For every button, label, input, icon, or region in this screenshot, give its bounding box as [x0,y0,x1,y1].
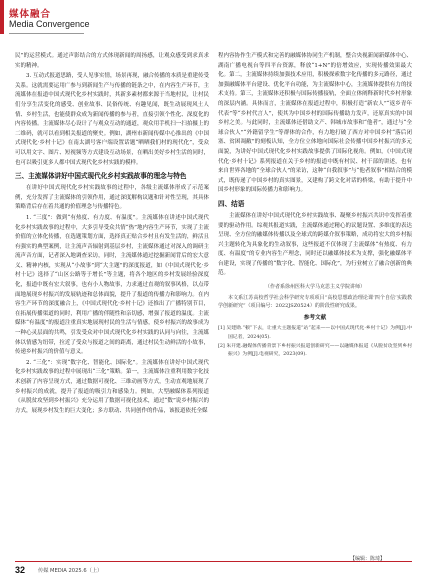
journal-info: 传媒 MEDIA 2025.6（上） [38,568,103,574]
author-note: （作者系徐州医科大学马克思主义学院讲师） [264,284,365,291]
column-title-en: Media Convergence [9,19,90,29]
section-heading: 三、主流媒体讲好中国式现代化乡村实践故事的理念与特色 [15,172,187,181]
paragraph: 2. “三化”：实现“数字化、智能化、国际化”。主流媒体在讲好中国式现代化乡村实践故事的过程中展现出“三化”策略。第一，主流媒体注重利用数字化技术创新了内容呈现方式，通过数据可视化、三维动画等方式，生动直观地展现了乡村振兴的成就，提升了报道的吸引力和感染力。例如，大型融媒体系列报道《从脱贫攻坚到乡村振兴》充分运用了数据可视化技术，通过“数”说乡村振兴的方式，展现乡村发生的巨大变化；多方联动、共同创作的作品，该报道依托全媒 [15,359,209,414]
header-accent-bar [0,0,4,34]
header-divider [9,33,84,34]
column-title-cn: 媒体融合 [9,9,52,20]
references-title: 参考文献 [303,314,327,321]
page-header [0,0,427,40]
page-footer [0,561,427,579]
left-column [15,52,209,417]
paragraph: 程内容协作生产模式和完善的融媒体协同生产机制，整合央视新闻新媒体中心、湖南广播电视台等四平台资源，释放“1+N”的倍增效应，实现传播效果最大化。第二，主流媒体持续加强技术应用，积极探索数字化传播的多元路径，通过加强融媒体平台建设、优化平台功能，为主流媒体中心，主流媒体提供有力的技术支持。第三，主流媒体还积极与国际传播接轨，全面立体阐释新时代乡村形象的深层内涵。具体而言，主流媒体在报道过程中，积极打造“新农人”“返乡青年代表”等“乡村代言人”，使其为中国乡村的国际传播助力发声，还原真实的中国乡村之美。与此同时，主流媒体还借助文产、韩城市故事和“他者”，通过与“全球合伙人”“外籍留学生”等群体的合作，有力地打破了西方对中国乡村“落后闭塞、贫困凋敝”的刻板认知，全方位立体地向国际社会传播中国乡村振兴的多元面貌，为讲好中国式现代化乡村实践故事提供了国际化视角。例如，《中国式现代化·乡村十记》系列报道在关于乡村的报道中既有村民、村干部的讲述，也有来自世界各地的“全球合伙人”的采访，这种“自我叙事”与“他者叙事”相结合的模式，既传递了中国乡村的真实图景，又建构了跨文化对话的桥梁，有助于提升中国乡村形象的国际传播力和影响力。 [218,53,412,194]
paragraph: 民”的运营模式。通过声影结合的方式体现新闻的周扬感，让观众感受到求真求实的精神。 [15,53,209,69]
paragraph: 主流媒体在讲好中国式现代化乡村实践故事、凝聚乡村振兴共识中发挥着重要的驱动作用。综观其报道实践，主流媒体通过精心的议题设置、多维度的表达呈现、全方位的融媒体传播以及全球式的跨媒介叙事策略，成功将宏大的乡村振兴主题转化为具象化的生动叙事，这些报道不仅体现了主流媒体“有热度、有力度、有温度”的专业内容生产理念，同时还以融媒体技术为支撑，强化融媒体平台建设，实现了传播的“数字化、智能化、国际化”，为行业树立了融合创新的典范。 [218,212,412,277]
section-heading: 四、结语 [218,199,245,208]
funding-note: 本文系江苏高校哲学社会科学研究专项项目“高校思想政治理论课‘四个自信’实践教学创新研究”（项目编号：2022JSZ0524）的阶段性研究成果。 [218,295,412,310]
right-column [218,52,412,360]
editor-credit: 【编辑：陈琦】 [350,556,386,562]
paragraph: 1. “三度”：做到“有热度、有力度、有温度”。主流媒体在讲述中国式现代化乡村实践故事的过程中，大多引导受众共情“热”地内容生产环节，实现了主流价值的立体化传播，在选题策划方面，选择真正贴合乡村且有发生活的，鲜活且有强实的典型案例，让主流声音辐射到基层乡村，主流媒体通过对深入的调研主流声音方面，记者深入地调查采访，同时，主流媒体通过挖掘新闻背后的宏大意义、精神内核，实现从“小故事”到“大主题”的深度报道，如《中国式现代化·乡村十记》选择了“山区公路等于增长”等主题，将各个地区的乡村发展经验深度化，报道中既有宏大叙事，也有小人物故事，力求通过直观的叙事风格，以点带面地展现乡村振兴的发展轨迹和总体面貌，提升了报道的传播力和影响力。在内容生产环节的深度融合上，《中国式现代化·乡村十记》还推出了广播特别节目，在拓展传播渠道的同时，利用广播的伴随性和亲切感，增强了报道的温度。主流媒体“有温度”的报道注重真实地展现村民的生活与情感，使乡村振兴的故事成为一种心灵层面的共鸣，引发受众对中国式现代化乡村实践的认同与向往，主流媒体以情感为纽带，拉近了受众与报道之间的距离，通过村民生动鲜活的小故事，传递乡村振兴的价值与意义。 [15,214,209,356]
page-number: 32 [15,565,26,575]
reference-item: [1] 吴建勋.“顿”下去，让重大主题报道“站”起来——以中国式现代化·乡村十记》为例[J].中国记者，2024(05). [218,326,412,340]
paragraph: 在讲好中国式现代化乡村实践故事的过程中，各级主流媒体形成了示范案例，充分发挥了主流媒体的引领作用，通过深度解构议题和针对性呈现，其具体策略背后存在着共通的价值理念与传播特色。 [15,185,209,211]
reference-item: [2] 朱开建.融媒体传播背景下乡村振兴报道创新研究——以融媒体报道《从脱贫攻坚到乡村振兴》为例[J].电视研究，2023(09). [218,343,412,358]
paragraph: 3. 互动式报道思路，受人见事实情，场景再现，融合传播的本质是重建传受关系。这就需要运用广参与到新闻生产与传播的链条之中，在内容生产环节，主流媒体在报道中国式现代化乡村实践时，其新多素材都来源于当地村民，让村民们分享生活变化的感受、创业故事、民俗传统、有趣见闻，既生动展现风土人情、乡村生活，也能使群众成为新闻传播的参与者，直接引领个性化、深度化的内容传播。主流媒体尽心设计了与观众互动的通道，观众用手机扫一扫拍摄上的二维码，就可以看到相关报道的聚史。例如，湖州市新闻传媒中心推出的《中国式现代化·乡村十记》在南太湖号客户端设置话题“晒晒我们村的现代化”，受众可以用文字、图片、短视频等方式建设互动场景，在晒出美好乡村生活的同时，也可以吸引更多人都中国式现代化乡村实践的模样。 [15,73,209,166]
footer-divider [15,561,412,562]
